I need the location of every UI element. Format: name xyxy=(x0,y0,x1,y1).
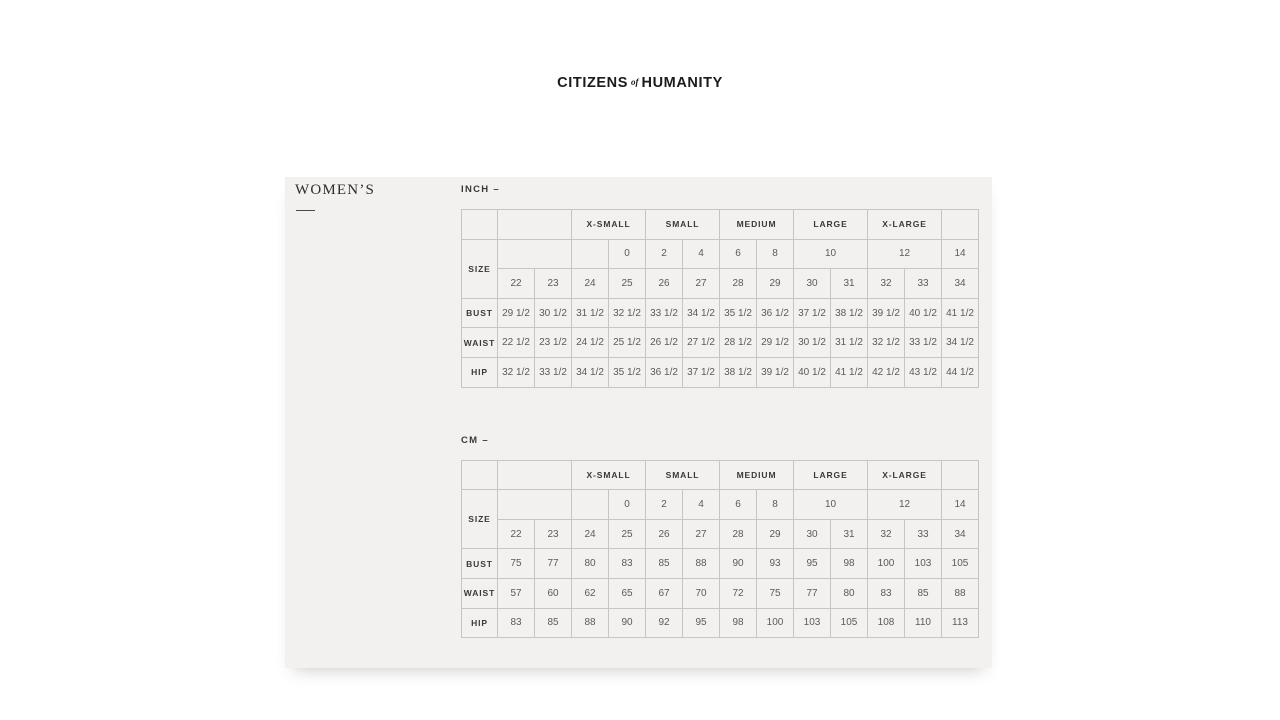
measurement-value-cell: 88 xyxy=(942,578,979,608)
measurement-value-cell: 95 xyxy=(794,549,831,579)
inch-unit-label: INCH – xyxy=(461,184,500,195)
numeric-size-cell: 10 xyxy=(794,490,868,520)
measurement-value-cell: 36 1/2 xyxy=(757,298,794,328)
numeric-size-cell: 6 xyxy=(720,239,757,269)
size-group-header: MEDIUM xyxy=(720,210,794,240)
size-number-cell: 23 xyxy=(535,269,572,299)
brand-logo-of: of xyxy=(631,76,639,87)
measurement-value-cell: 32 1/2 xyxy=(498,357,535,387)
numeric-size-cell: 14 xyxy=(942,239,979,269)
measurement-value-cell: 43 1/2 xyxy=(905,357,942,387)
measurement-value-cell: 90 xyxy=(609,608,646,638)
measurement-value-cell: 37 1/2 xyxy=(683,357,720,387)
size-group-header: X-LARGE xyxy=(868,460,942,490)
size-group-header: X-SMALL xyxy=(572,210,646,240)
empty-header-cell xyxy=(942,460,979,490)
size-number-cell: 22 xyxy=(498,269,535,299)
measurement-value-cell: 72 xyxy=(720,578,757,608)
measurement-value-cell: 65 xyxy=(609,578,646,608)
numeric-size-cell: 0 xyxy=(609,490,646,520)
numeric-size-cell: 6 xyxy=(720,490,757,520)
measurement-value-cell: 80 xyxy=(572,549,609,579)
measurement-value-cell: 95 xyxy=(683,608,720,638)
numeric-size-cell: 4 xyxy=(683,490,720,520)
size-number-cell: 24 xyxy=(572,519,609,549)
panel-heading: WOMEN’S xyxy=(295,182,376,198)
cm-unit-label: CM – xyxy=(461,434,489,446)
measurement-value-cell: 98 xyxy=(831,549,868,579)
measurement-value-cell: 57 xyxy=(498,578,535,608)
size-number-cell: 26 xyxy=(646,519,683,549)
measurement-row-label: WAIST xyxy=(462,578,498,608)
measurement-value-cell: 103 xyxy=(794,608,831,638)
size-number-cell: 29 xyxy=(757,269,794,299)
measurement-value-cell: 33 1/2 xyxy=(905,328,942,358)
measurement-value-cell: 103 xyxy=(905,549,942,579)
measurement-value-cell: 23 1/2 xyxy=(535,328,572,358)
measurement-value-cell: 83 xyxy=(609,549,646,579)
measurement-value-cell: 110 xyxy=(905,608,942,638)
measurement-value-cell: 40 1/2 xyxy=(905,298,942,328)
empty-size-cell xyxy=(498,490,572,520)
numeric-size-cell: 12 xyxy=(868,239,942,269)
size-number-cell: 23 xyxy=(535,519,572,549)
size-number-cell: 32 xyxy=(868,519,905,549)
measurement-value-cell: 105 xyxy=(942,549,979,579)
measurement-value-cell: 70 xyxy=(683,578,720,608)
size-number-cell: 34 xyxy=(942,519,979,549)
size-group-header: X-SMALL xyxy=(572,460,646,490)
size-number-cell: 27 xyxy=(683,269,720,299)
measurement-value-cell: 44 1/2 xyxy=(942,357,979,387)
measurement-value-cell: 29 1/2 xyxy=(498,298,535,328)
size-number-cell: 22 xyxy=(498,519,535,549)
brand-logo xyxy=(0,75,1280,91)
measurement-value-cell: 80 xyxy=(831,578,868,608)
size-row-label: SIZE xyxy=(462,490,498,549)
measurement-value-cell: 30 1/2 xyxy=(794,328,831,358)
size-number-cell: 30 xyxy=(794,269,831,299)
measurement-value-cell: 25 1/2 xyxy=(609,328,646,358)
measurement-value-cell: 31 1/2 xyxy=(831,328,868,358)
measurement-value-cell: 37 1/2 xyxy=(794,298,831,328)
measurement-value-cell: 39 1/2 xyxy=(757,357,794,387)
empty-header-cell xyxy=(498,460,572,490)
numeric-size-cell: 0 xyxy=(609,239,646,269)
measurement-value-cell: 42 1/2 xyxy=(868,357,905,387)
measurement-value-cell: 28 1/2 xyxy=(720,328,757,358)
measurement-value-cell: 83 xyxy=(868,578,905,608)
numeric-size-cell: 2 xyxy=(646,239,683,269)
measurement-value-cell: 29 1/2 xyxy=(757,328,794,358)
size-group-header: MEDIUM xyxy=(720,460,794,490)
measurement-value-cell: 34 1/2 xyxy=(683,298,720,328)
size-number-cell: 29 xyxy=(757,519,794,549)
size-group-header: X-LARGE xyxy=(868,210,942,240)
inch-size-table xyxy=(461,209,979,388)
size-number-cell: 27 xyxy=(683,519,720,549)
corner-cell xyxy=(462,460,498,490)
measurement-value-cell: 24 1/2 xyxy=(572,328,609,358)
measurement-value-cell: 85 xyxy=(646,549,683,579)
numeric-size-cell: 8 xyxy=(757,239,794,269)
measurement-value-cell: 34 1/2 xyxy=(572,357,609,387)
measurement-value-cell: 34 1/2 xyxy=(942,328,979,358)
size-group-header: SMALL xyxy=(646,210,720,240)
measurement-value-cell: 105 xyxy=(831,608,868,638)
measurement-value-cell: 88 xyxy=(683,549,720,579)
numeric-size-cell: 12 xyxy=(868,490,942,520)
empty-size-cell xyxy=(572,490,609,520)
brand-logo-humanity: HUMANITY xyxy=(641,75,723,91)
numeric-size-cell: 2 xyxy=(646,490,683,520)
measurement-value-cell: 93 xyxy=(757,549,794,579)
size-number-cell: 28 xyxy=(720,269,757,299)
size-number-cell: 33 xyxy=(905,269,942,299)
measurement-value-cell: 85 xyxy=(535,608,572,638)
measurement-value-cell: 98 xyxy=(720,608,757,638)
measurement-value-cell: 35 1/2 xyxy=(720,298,757,328)
measurement-value-cell: 22 1/2 xyxy=(498,328,535,358)
size-row-label: SIZE xyxy=(462,239,498,298)
size-number-cell: 30 xyxy=(794,519,831,549)
measurement-value-cell: 77 xyxy=(535,549,572,579)
measurement-value-cell: 100 xyxy=(868,549,905,579)
measurement-value-cell: 38 1/2 xyxy=(720,357,757,387)
size-number-cell: 25 xyxy=(609,269,646,299)
numeric-size-cell: 8 xyxy=(757,490,794,520)
measurement-value-cell: 85 xyxy=(905,578,942,608)
measurement-value-cell: 26 1/2 xyxy=(646,328,683,358)
measurement-value-cell: 62 xyxy=(572,578,609,608)
measurement-value-cell: 33 1/2 xyxy=(535,357,572,387)
measurement-value-cell: 41 1/2 xyxy=(942,298,979,328)
numeric-size-cell: 10 xyxy=(794,239,868,269)
size-chart-panel xyxy=(285,177,992,668)
measurement-value-cell: 92 xyxy=(646,608,683,638)
size-number-cell: 33 xyxy=(905,519,942,549)
cm-size-table xyxy=(461,460,979,639)
empty-header-cell xyxy=(498,210,572,240)
measurement-value-cell: 40 1/2 xyxy=(794,357,831,387)
empty-size-cell xyxy=(572,239,609,269)
measurement-value-cell: 35 1/2 xyxy=(609,357,646,387)
size-number-cell: 25 xyxy=(609,519,646,549)
measurement-row-label: BUST xyxy=(462,298,498,328)
size-number-cell: 31 xyxy=(831,269,868,299)
size-number-cell: 24 xyxy=(572,269,609,299)
measurement-value-cell: 31 1/2 xyxy=(572,298,609,328)
size-group-header: SMALL xyxy=(646,460,720,490)
corner-cell xyxy=(462,210,498,240)
measurement-value-cell: 75 xyxy=(498,549,535,579)
measurement-value-cell: 90 xyxy=(720,549,757,579)
measurement-value-cell: 39 1/2 xyxy=(868,298,905,328)
size-group-header: LARGE xyxy=(794,460,868,490)
measurement-value-cell: 75 xyxy=(757,578,794,608)
size-number-cell: 34 xyxy=(942,269,979,299)
measurement-value-cell: 32 1/2 xyxy=(868,328,905,358)
brand-logo-citizens: CITIZENS xyxy=(557,75,629,91)
measurement-value-cell: 100 xyxy=(757,608,794,638)
size-number-cell: 32 xyxy=(868,269,905,299)
numeric-size-cell: 14 xyxy=(942,490,979,520)
measurement-value-cell: 33 1/2 xyxy=(646,298,683,328)
measurement-value-cell: 113 xyxy=(942,608,979,638)
measurement-value-cell: 38 1/2 xyxy=(831,298,868,328)
measurement-value-cell: 77 xyxy=(794,578,831,608)
empty-size-cell xyxy=(498,239,572,269)
inch-section xyxy=(461,184,979,388)
cm-section xyxy=(461,435,979,639)
heading-underline xyxy=(296,210,315,211)
size-number-cell: 28 xyxy=(720,519,757,549)
measurement-row-label: HIP xyxy=(462,608,498,638)
size-number-cell: 31 xyxy=(831,519,868,549)
size-group-header: LARGE xyxy=(794,210,868,240)
measurement-value-cell: 108 xyxy=(868,608,905,638)
size-tables-container xyxy=(461,184,979,638)
measurement-value-cell: 41 1/2 xyxy=(831,357,868,387)
measurement-row-label: HIP xyxy=(462,357,498,387)
measurement-value-cell: 60 xyxy=(535,578,572,608)
measurement-value-cell: 27 1/2 xyxy=(683,328,720,358)
measurement-row-label: BUST xyxy=(462,549,498,579)
measurement-value-cell: 67 xyxy=(646,578,683,608)
empty-header-cell xyxy=(942,210,979,240)
measurement-value-cell: 32 1/2 xyxy=(609,298,646,328)
measurement-value-cell: 88 xyxy=(572,608,609,638)
measurement-value-cell: 36 1/2 xyxy=(646,357,683,387)
numeric-size-cell: 4 xyxy=(683,239,720,269)
measurement-value-cell: 83 xyxy=(498,608,535,638)
size-number-cell: 26 xyxy=(646,269,683,299)
measurement-row-label: WAIST xyxy=(462,328,498,358)
measurement-value-cell: 30 1/2 xyxy=(535,298,572,328)
